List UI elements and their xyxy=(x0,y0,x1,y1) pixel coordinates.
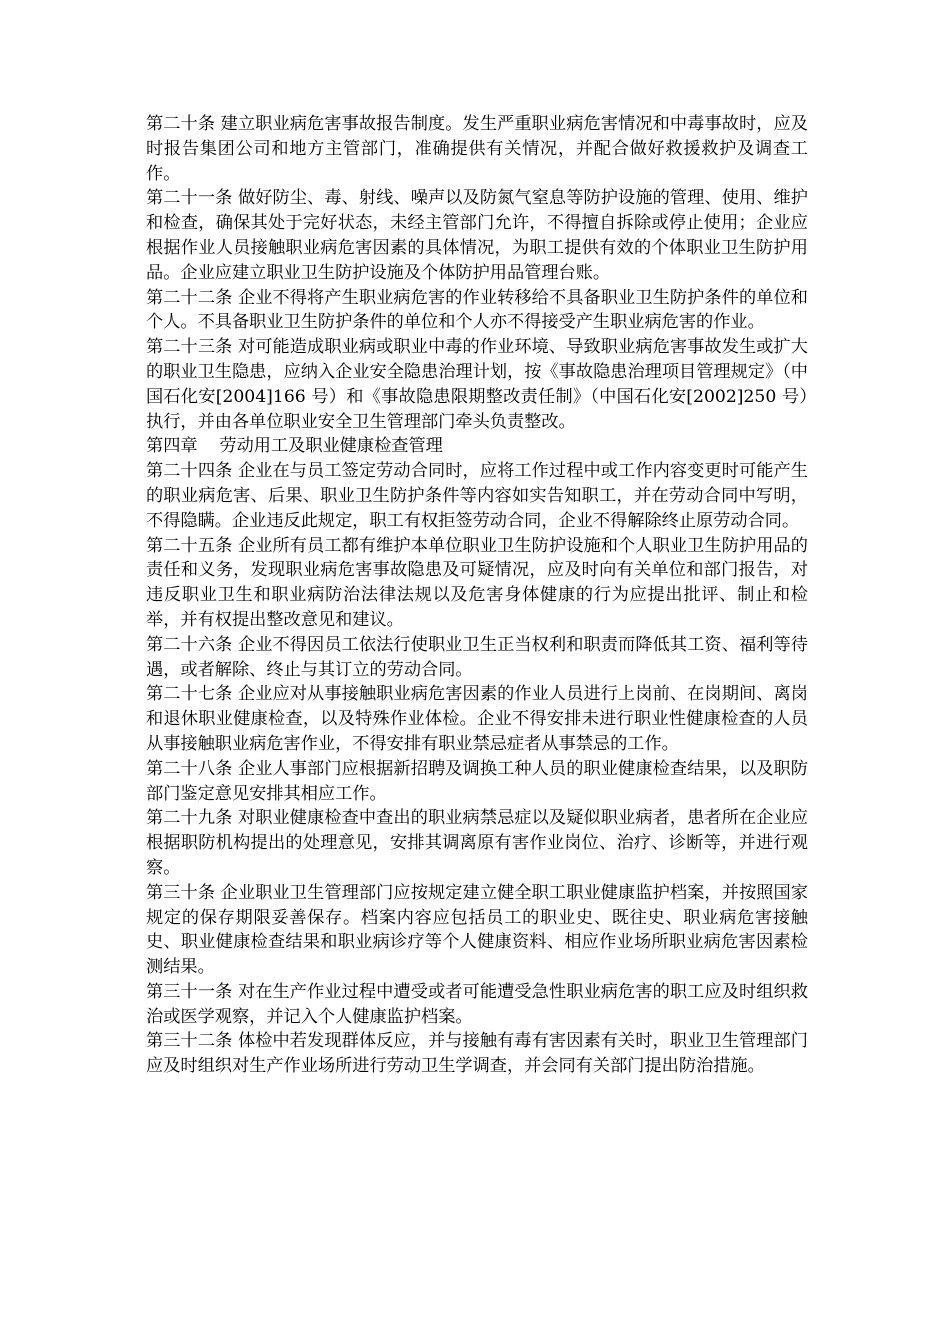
document-body xyxy=(146,112,808,1079)
article-26-paragraph: 第二十六条 企业不得因员工依法行使职业卫生正当权利和职责而降低其工资、福利等待遇，或者解除、终止与其订立的劳动合同。 xyxy=(146,634,808,680)
article-24-paragraph: 第二十四条 企业在与员工签定劳动合同时，应将工作过程中或工作内容变更时可能产生的职业病危害、后果、职业卫生防护条件等内容如实告知职工，并在劳动合同中写明，不得隐瞒。企业违反此规定，职工有权拒签劳动合同，企业不得解除终止原劳动合同。 xyxy=(146,461,808,531)
article-32-paragraph: 第三十二条 体检中若发现群体反应，并与接触有毒有害因素有关时，职业卫生管理部门应及时组织对生产作业场所进行劳动卫生学调查，并会同有关部门提出防治措施。 xyxy=(146,1031,808,1077)
article-29-paragraph: 第二十九条 对职业健康检查中查出的职业病禁忌症以及疑似职业病者，患者所在企业应根据职防机构提出的处理意见，安排其调离原有害作业岗位、治疗、诊断等，并进行观察。 xyxy=(146,808,808,878)
chapter-4-heading: 第四章 劳动用工及职业健康检查管理 xyxy=(146,436,443,457)
article-22-paragraph: 第二十二条 企业不得将产生职业病危害的作业转移给不具备职业卫生防护条件的单位和个人。不具备职业卫生防护条件的单位和个人亦不得接受产生职业病危害的作业。 xyxy=(146,287,808,333)
article-31-paragraph: 第三十一条 对在生产作业过程中遭受或者可能遭受急性职业病危害的职工应及时组织救治或医学观察，并记入个人健康监护档案。 xyxy=(146,981,808,1027)
article-25-paragraph: 第二十五条 企业所有员工都有维护本单位职业卫生防护设施和个人职业卫生防护用品的责任和义务，发现职业病危害事故隐患及可疑情况，应及时向有关单位和部门报告，对违反职业卫生和职业病防治法律法规以及危害身体健康的行为应提出批评、制止和检举，并有权提出整改意见和建议。 xyxy=(146,535,808,630)
article-21-paragraph: 第二十一条 做好防尘、毒、射线、噪声以及防氮气窒息等防护设施的管理、使用、维护和检查，确保其处于完好状态，未经主管部门允许，不得擅自拆除或停止使用；企业应根据作业人员接触职业病危害因素的具体情况，为职工提供有效的个体职业卫生防护用品。企业应建立职业卫生防护设施及个体防护用品管理台账。 xyxy=(146,188,808,283)
article-28-paragraph: 第二十八条 企业人事部门应根据新招聘及调换工种人员的职业健康检查结果，以及职防部门鉴定意见安排其相应工作。 xyxy=(146,758,808,804)
article-27-paragraph: 第二十七条 企业应对从事接触职业病危害因素的作业人员进行上岗前、在岗期间、离岗和退休职业健康检查，以及特殊作业体检。企业不得安排未进行职业性健康检查的人员从事接触职业病危害作业，不得安排有职业禁忌症者从事禁忌的工作。 xyxy=(146,684,808,754)
article-30-paragraph: 第三十条 企业职业卫生管理部门应按规定建立健全职工职业健康监护档案，并按照国家规定的保存期限妥善保存。档案内容应包括员工的职业史、既往史、职业病危害接触史、职业健康检查结果和职业病诊疗等个人健康资料、相应作业场所职业病危害因素检测结果。 xyxy=(146,882,808,978)
article-20-paragraph: 第二十条 建立职业病危害事故报告制度。发生严重职业病危害情况和中毒事故时，应及时报告集团公司和地方主管部门，准确提供有关情况，并配合做好救援救护及调查工作。 xyxy=(146,114,808,184)
article-23-paragraph: 第二十三条 对可能造成职业病或职业中毒的作业环境、导致职业病危害事故发生或扩大的职业卫生隐患，应纳入企业安全隐患治理计划，按《事故隐患治理项目管理规定》（中国石化安[2004]166 号）和《事故隐患限期整改责任制》（中国石化安[2002]250 号）执行，并由各单位职业安全卫生管理部门牵头负责整改。 xyxy=(146,337,808,432)
